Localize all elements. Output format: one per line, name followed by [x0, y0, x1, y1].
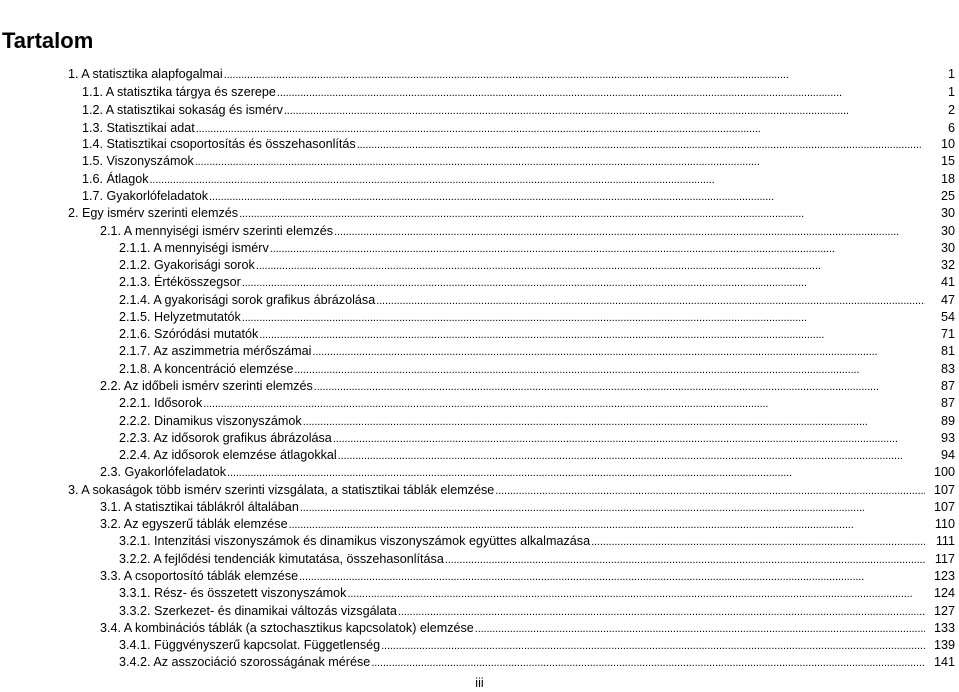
dot-leader — [303, 414, 925, 430]
toc-entry-page: 133 — [933, 621, 955, 635]
toc-entry[interactable] — [119, 533, 955, 550]
toc-entry-page: 87 — [940, 379, 955, 393]
toc-entry-page: 123 — [933, 569, 955, 583]
toc-entry-page: 2 — [947, 103, 955, 117]
toc-entry[interactable] — [119, 654, 955, 671]
toc-entry-page: 30 — [940, 206, 955, 220]
dot-leader — [227, 465, 925, 481]
dot-leader — [495, 483, 925, 499]
toc-entry-page: 93 — [940, 431, 955, 445]
dot-leader — [333, 431, 925, 447]
dot-leader — [371, 655, 925, 671]
toc-entry-title: 2. Egy ismérv szerinti elemzés — [68, 206, 239, 220]
toc-entry-page: 87 — [940, 396, 955, 410]
toc-entry-title: 2.2.1. Idősorok — [119, 396, 203, 410]
toc-entry[interactable] — [100, 620, 955, 637]
toc-entry-page: 107 — [933, 500, 955, 514]
toc-entry-title: 2.2.2. Dinamikus viszonyszámok — [119, 414, 302, 428]
toc-entry[interactable] — [119, 551, 955, 568]
toc-entry[interactable] — [100, 516, 955, 533]
toc-entry-page: 127 — [933, 604, 955, 618]
toc-entry-title: 2.1.1. A mennyiségi ismérv — [119, 241, 269, 255]
toc-entry-page: 1 — [947, 67, 955, 81]
toc-entry[interactable] — [119, 447, 955, 464]
toc-entry-title: 2.1.2. Gyakorisági sorok — [119, 258, 255, 272]
toc-entry[interactable] — [82, 120, 955, 137]
dot-leader — [347, 586, 925, 602]
dot-leader — [376, 293, 925, 309]
toc-entry-page: 30 — [940, 224, 955, 238]
toc-entry-page: 83 — [940, 362, 955, 376]
toc-entry-page: 107 — [933, 483, 955, 497]
dot-leader — [277, 85, 925, 101]
dot-leader — [381, 638, 925, 654]
toc-entry-page: 32 — [940, 258, 955, 272]
toc-entry[interactable] — [119, 292, 955, 309]
toc-entry-title: 3.4.1. Függvényszerű kapcsolat. Függetlenség — [119, 638, 381, 652]
toc-entry[interactable] — [100, 568, 955, 585]
toc-entry[interactable] — [68, 482, 955, 499]
dot-leader — [259, 327, 925, 343]
toc-entry[interactable] — [119, 603, 955, 620]
toc-entry[interactable] — [119, 637, 955, 654]
dot-leader — [334, 224, 925, 240]
toc-entry[interactable] — [68, 205, 955, 222]
toc-entry-title: 3.2. Az egyszerű táblák elemzése — [100, 517, 288, 531]
toc-entry[interactable] — [100, 464, 955, 481]
toc-entry-title: 1.3. Statisztikai adat — [82, 121, 195, 135]
dot-leader — [299, 569, 925, 585]
toc-entry[interactable] — [119, 343, 955, 360]
toc-entry-page: 110 — [934, 517, 955, 531]
toc-entry-title: 2.1.6. Szóródási mutatók — [119, 327, 259, 341]
toc-entry-title: 2.3. Gyakorlófeladatok — [100, 465, 227, 479]
toc-entry-page: 47 — [940, 293, 955, 307]
toc-entry[interactable] — [119, 413, 955, 430]
toc-entry[interactable] — [82, 171, 955, 188]
toc-entry-title: 2.1.5. Helyzetmutatók — [119, 310, 241, 324]
toc-entry[interactable] — [119, 585, 955, 602]
dot-leader — [203, 396, 925, 412]
toc-entry-title: 2.1.7. Az aszimmetria mérőszámai — [119, 344, 312, 358]
dot-leader — [300, 500, 925, 516]
toc-entry-page: 6 — [947, 121, 955, 135]
dot-leader — [289, 517, 925, 533]
dot-leader — [196, 121, 925, 137]
toc-entry[interactable] — [119, 361, 955, 378]
toc-entry[interactable] — [82, 102, 955, 119]
toc-entry[interactable] — [82, 136, 955, 153]
page-title: Tartalom — [2, 28, 94, 53]
toc-entry-page: 111 — [935, 534, 955, 548]
toc-entry[interactable] — [82, 188, 955, 205]
toc-entry[interactable] — [82, 153, 955, 170]
toc-entry-page: 71 — [940, 327, 955, 341]
toc-entry[interactable] — [100, 499, 955, 516]
dot-leader — [475, 621, 925, 637]
toc-entry-page: 18 — [940, 172, 955, 186]
toc-entry[interactable] — [100, 223, 955, 240]
dot-leader — [270, 241, 925, 257]
toc-entry-title: 1.7. Gyakorlófeladatok — [82, 189, 209, 203]
toc-entry-title: 2.2.3. Az idősorok grafikus ábrázolása — [119, 431, 332, 445]
dot-leader — [224, 67, 925, 83]
page-number-footer: iii — [475, 676, 484, 690]
toc-entry[interactable] — [119, 395, 955, 412]
toc-entry-title: 3.4. A kombinációs táblák (a sztochasztikus kapcsolatok) elemzése — [100, 621, 474, 635]
toc-entry-title: 1.1. A statisztika tárgya és szerepe — [82, 85, 276, 99]
toc-entry-title: 3.1. A statisztikai táblákról általában — [100, 500, 299, 514]
toc-entry[interactable] — [119, 309, 955, 326]
dot-leader — [195, 154, 925, 170]
toc-entry-title: 3.4.2. Az asszociáció szorosságának mérése — [119, 655, 371, 669]
toc-entry-page: 25 — [940, 189, 955, 203]
toc-entry-title: 1. A statisztika alapfogalmai — [68, 67, 223, 81]
toc-entry-page: 30 — [940, 241, 955, 255]
toc-entry-page: 139 — [933, 638, 955, 652]
toc-entry-page: 1 — [947, 85, 955, 99]
toc-entry-page: 15 — [940, 154, 955, 168]
toc-entry-page: 100 — [933, 465, 955, 479]
toc-entry-page: 10 — [940, 137, 955, 151]
dot-leader — [242, 275, 925, 291]
toc-entry[interactable] — [119, 430, 955, 447]
toc-entry-title: 3. A sokaságok több ismérv szerinti vizsgálata, a statisztikai táblák elemzése — [68, 483, 495, 497]
toc-entry-page: 94 — [940, 448, 955, 462]
toc-entry-title: 2.2. Az időbeli ismérv szerinti elemzés — [100, 379, 313, 393]
toc-entry-title: 3.3.1. Rész- és összetett viszonyszámok — [119, 586, 347, 600]
toc-entry[interactable] — [119, 240, 955, 257]
toc-entry[interactable] — [119, 257, 955, 274]
dot-leader — [256, 258, 925, 274]
toc-entry-title: 3.3. A csoportosító táblák elemzése — [100, 569, 299, 583]
toc-entry-title: 3.3.2. Szerkezet- és dinamikai változás vizsgálata — [119, 604, 397, 618]
toc-entry[interactable] — [82, 84, 955, 101]
toc-entry-title: 1.4. Statisztikai csoportosítás és összehasonlítás — [82, 137, 356, 151]
toc-entry-title: 3.2.2. A fejlődési tendenciák kimutatása, összehasonlítása — [119, 552, 444, 566]
toc-entry-title: 1.2. A statisztikai sokaság és ismérv — [82, 103, 283, 117]
toc-entry[interactable] — [119, 274, 955, 291]
toc-entry-title: 2.1. A mennyiségi ismérv szerinti elemzés — [100, 224, 334, 238]
dot-leader — [357, 137, 925, 153]
dot-leader — [591, 534, 925, 550]
toc-entry-title: 1.5. Viszonyszámok — [82, 154, 194, 168]
toc-entry-page: 124 — [933, 586, 955, 600]
toc-entry-title: 2.1.3. Értékösszegsor — [119, 275, 241, 289]
toc-entry-page: 141 — [933, 655, 955, 669]
dot-leader — [209, 189, 925, 205]
dot-leader — [150, 172, 925, 188]
dot-leader — [239, 206, 925, 222]
toc-entry[interactable] — [68, 66, 955, 83]
toc-entry-title: 3.2.1. Intenzitási viszonyszámok és dinamikus viszonyszámok együttes alkalmazása — [119, 534, 591, 548]
toc-entry-title: 2.1.4. A gyakorisági sorok grafikus ábrázolása — [119, 293, 376, 307]
toc-entry-page: 81 — [940, 344, 955, 358]
dot-leader — [314, 379, 925, 395]
dot-leader — [445, 552, 925, 568]
toc-entry-page: 117 — [934, 552, 955, 566]
dot-leader — [242, 310, 925, 326]
toc-entry-title: 1.6. Átlagok — [82, 172, 149, 186]
dot-leader — [284, 103, 925, 119]
toc-entry-title: 2.1.8. A koncentráció elemzése — [119, 362, 294, 376]
toc-entry-page: 89 — [940, 414, 955, 428]
dot-leader — [294, 362, 925, 378]
toc-entry-title: 2.2.4. Az idősorok elemzése átlagokkal — [119, 448, 337, 462]
toc-entry[interactable] — [119, 326, 955, 343]
dot-leader — [338, 448, 925, 464]
toc-entry-page: 41 — [940, 275, 955, 289]
dot-leader — [312, 344, 925, 360]
dot-leader — [398, 604, 925, 620]
toc-entry[interactable] — [100, 378, 955, 395]
toc-entry-page: 54 — [940, 310, 955, 324]
